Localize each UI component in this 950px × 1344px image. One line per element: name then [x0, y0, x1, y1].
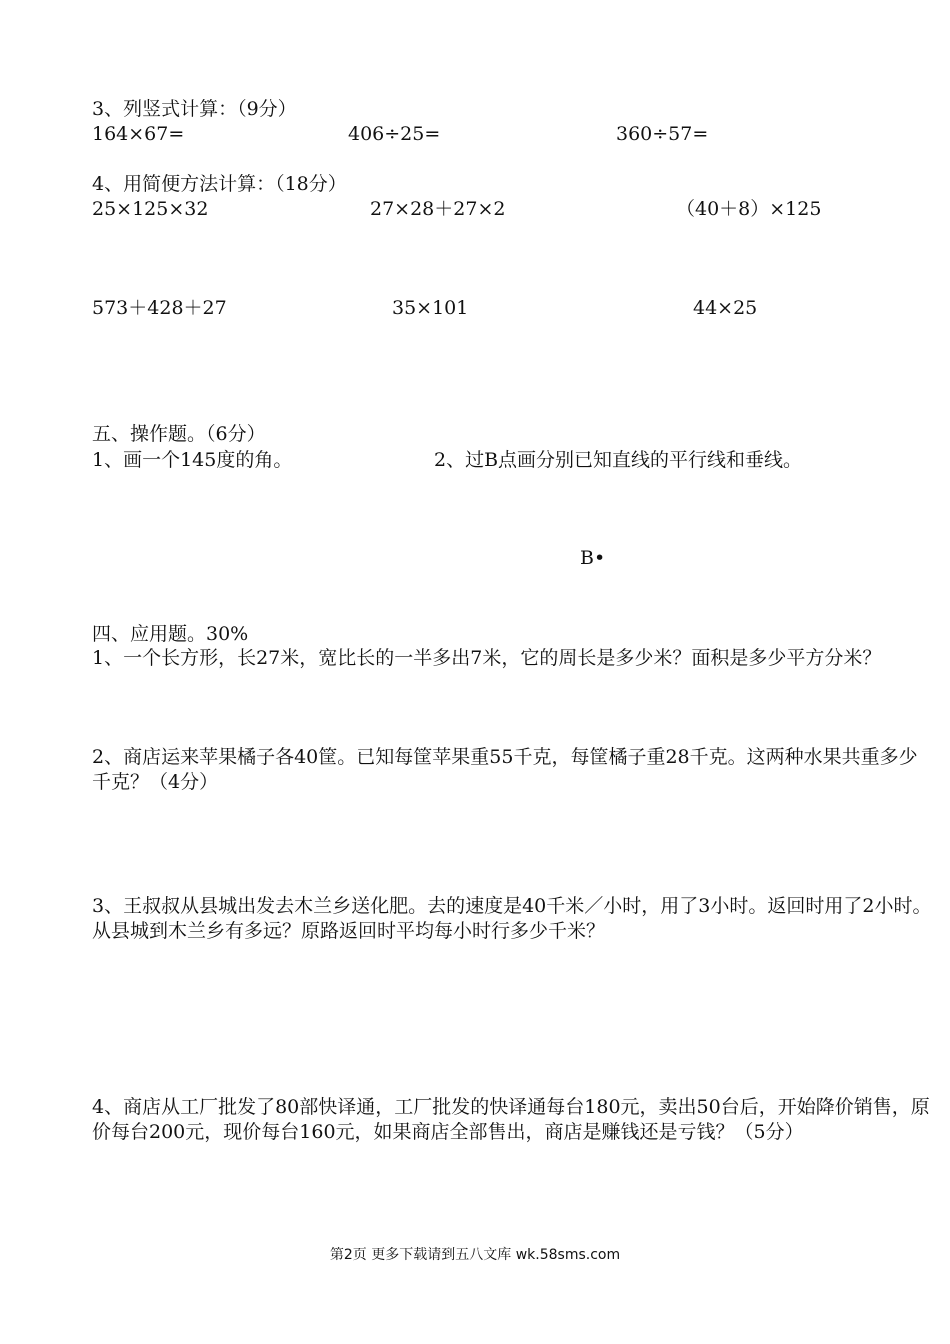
application-heading: 四、应用题。30%: [92, 623, 249, 645]
section4-problem-4: 573＋428＋27: [92, 297, 227, 319]
application-question-1: 1、一个长方形，长27米，宽比长的一半多出7米，它的周长是多少米？面积是多少平方分米？: [92, 647, 882, 669]
section4-problem-5: 35×101: [392, 297, 469, 319]
section4-problem-3: （40＋8）×125: [676, 198, 822, 220]
application-question-3: 3、王叔叔从县城出发去木兰乡送化肥。去的速度是40千米／小时，用了3小时。返回时用了2小时。从县城到木兰乡有多远？原路返回时平均每小时行多少千米？: [92, 895, 932, 942]
operation-heading: 五、操作题。（6分）: [92, 423, 266, 445]
section4-heading: 4、用简便方法计算：（18分）: [92, 173, 347, 195]
application-question-4: 4、商店从工厂批发了80部快译通，工厂批发的快译通每台180元，卖出50台后，开始降价销售，原价每台200元，现价每台160元，如果商店全部售出，商店是赚钱还是亏钱？（5分）: [92, 1096, 930, 1143]
section3-problem-3: 360÷57=: [616, 123, 709, 145]
section4-problem-6: 44×25: [693, 297, 758, 319]
section4-problem-1: 25×125×32: [92, 198, 209, 220]
section3-problem-2: 406÷25=: [348, 123, 441, 145]
section4-problem-2: 27×28＋27×2: [370, 198, 506, 220]
section3-heading: 3、列竖式计算：（9分）: [92, 98, 297, 120]
operation-question-1: 1、画一个145度的角。: [92, 449, 293, 471]
application-question-2: 2、商店运来苹果橘子各40筐。已知每筐苹果重55千克，每筐橘子重28千克。这两种水果共重多少千克？（4分）: [92, 746, 918, 793]
section3-problem-1: 164×67=: [92, 123, 185, 145]
operation-question-2: 2、过B点画分别已知直线的平行线和垂线。: [434, 449, 803, 471]
point-b-label: B•: [580, 547, 606, 569]
page-footer: 第2页 更多下载请到五八文库 wk.58sms.com: [329, 1247, 621, 1263]
